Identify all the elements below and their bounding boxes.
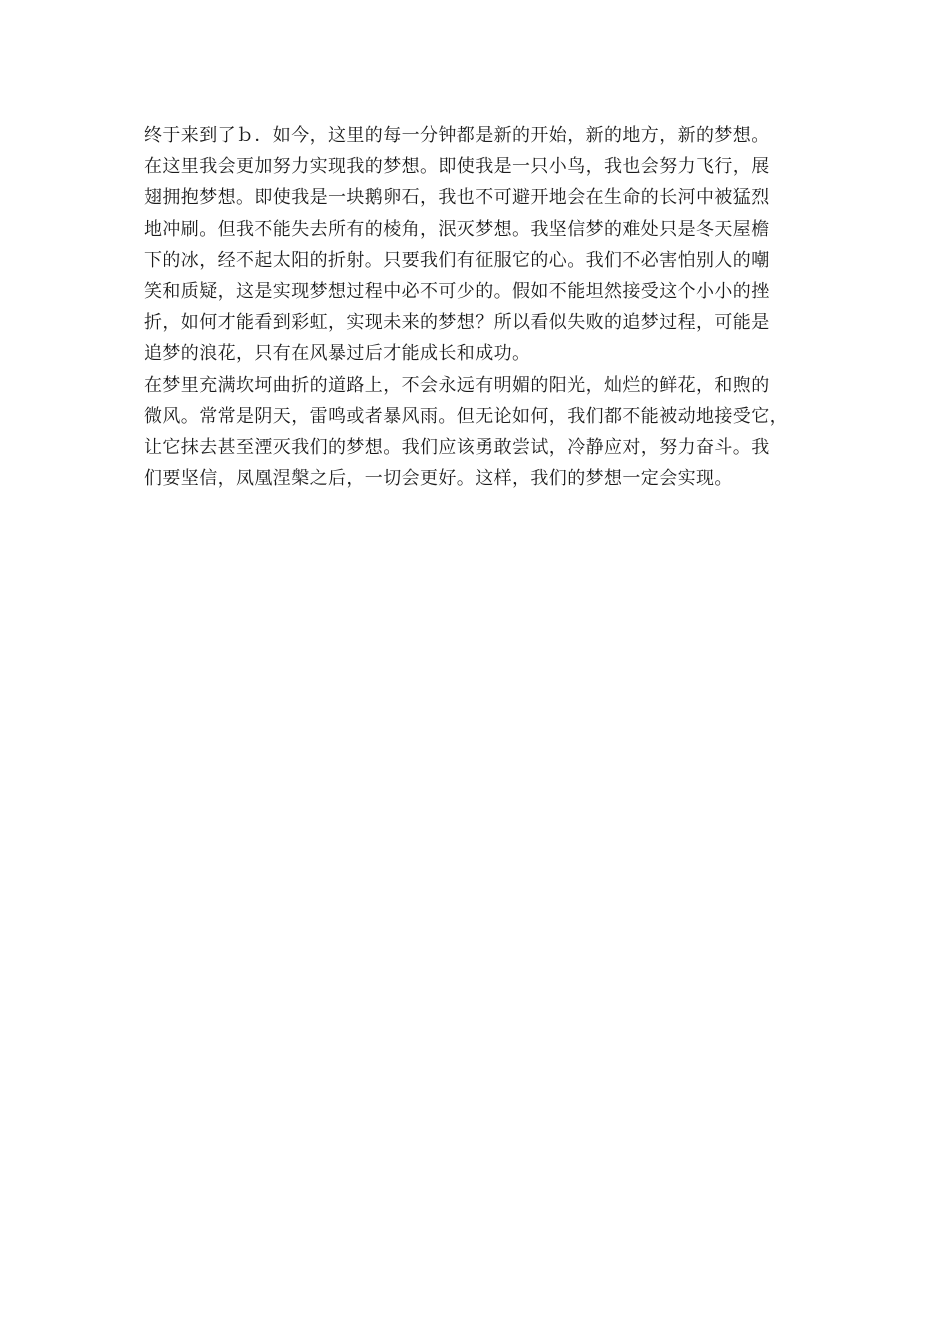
text-line: 地冲刷。但我不能失去所有的棱角，泯灭梦想。我坚信梦的难处只是冬天屋檐 — [144, 218, 770, 240]
text-line: 翅拥抱梦想。即使我是一块鹅卵石，我也不可避开地会在生命的长河中被猛烈 — [144, 187, 770, 209]
text-line: 下的冰，经不起太阳的折射。只要我们有征服它的心。我们不必害怕别人的嘲 — [144, 249, 770, 271]
text-line: 笑和质疑，这是实现梦想过程中必不可少的。假如不能坦然接受这个小小的挫 — [144, 280, 770, 302]
text-line: 追梦的浪花，只有在风暴过后才能成长和成功。 — [144, 343, 531, 365]
body-text — [144, 120, 804, 494]
text-line: 在这里我会更加努力实现我的梦想。即使我是一只小鸟，我也会努力飞行，展 — [144, 156, 770, 178]
text-line: 折，如何才能看到彩虹，实现未来的梦想？所以看似失败的追梦过程，可能是 — [144, 312, 770, 334]
text-line: 终于来到了ｂ．如今，这里的每一分钟都是新的开始，新的地方，新的梦想。 — [144, 125, 770, 146]
text-line: 微风。常常是阴天，雷鸣或者暴风雨。但无论如何，我们都不能被动地接受它， — [144, 405, 788, 427]
text-line: 们要坚信，凤凰涅槃之后，一切会更好。这样，我们的梦想一定会实现。 — [144, 468, 733, 490]
text-line: 让它抹去甚至湮灭我们的梦想。我们应该勇敢尝试，冷静应对，努力奋斗。我 — [144, 436, 770, 458]
text-line: 在梦里充满坎坷曲折的道路上，不会永远有明媚的阳光，灿烂的鲜花，和煦的 — [144, 374, 770, 396]
